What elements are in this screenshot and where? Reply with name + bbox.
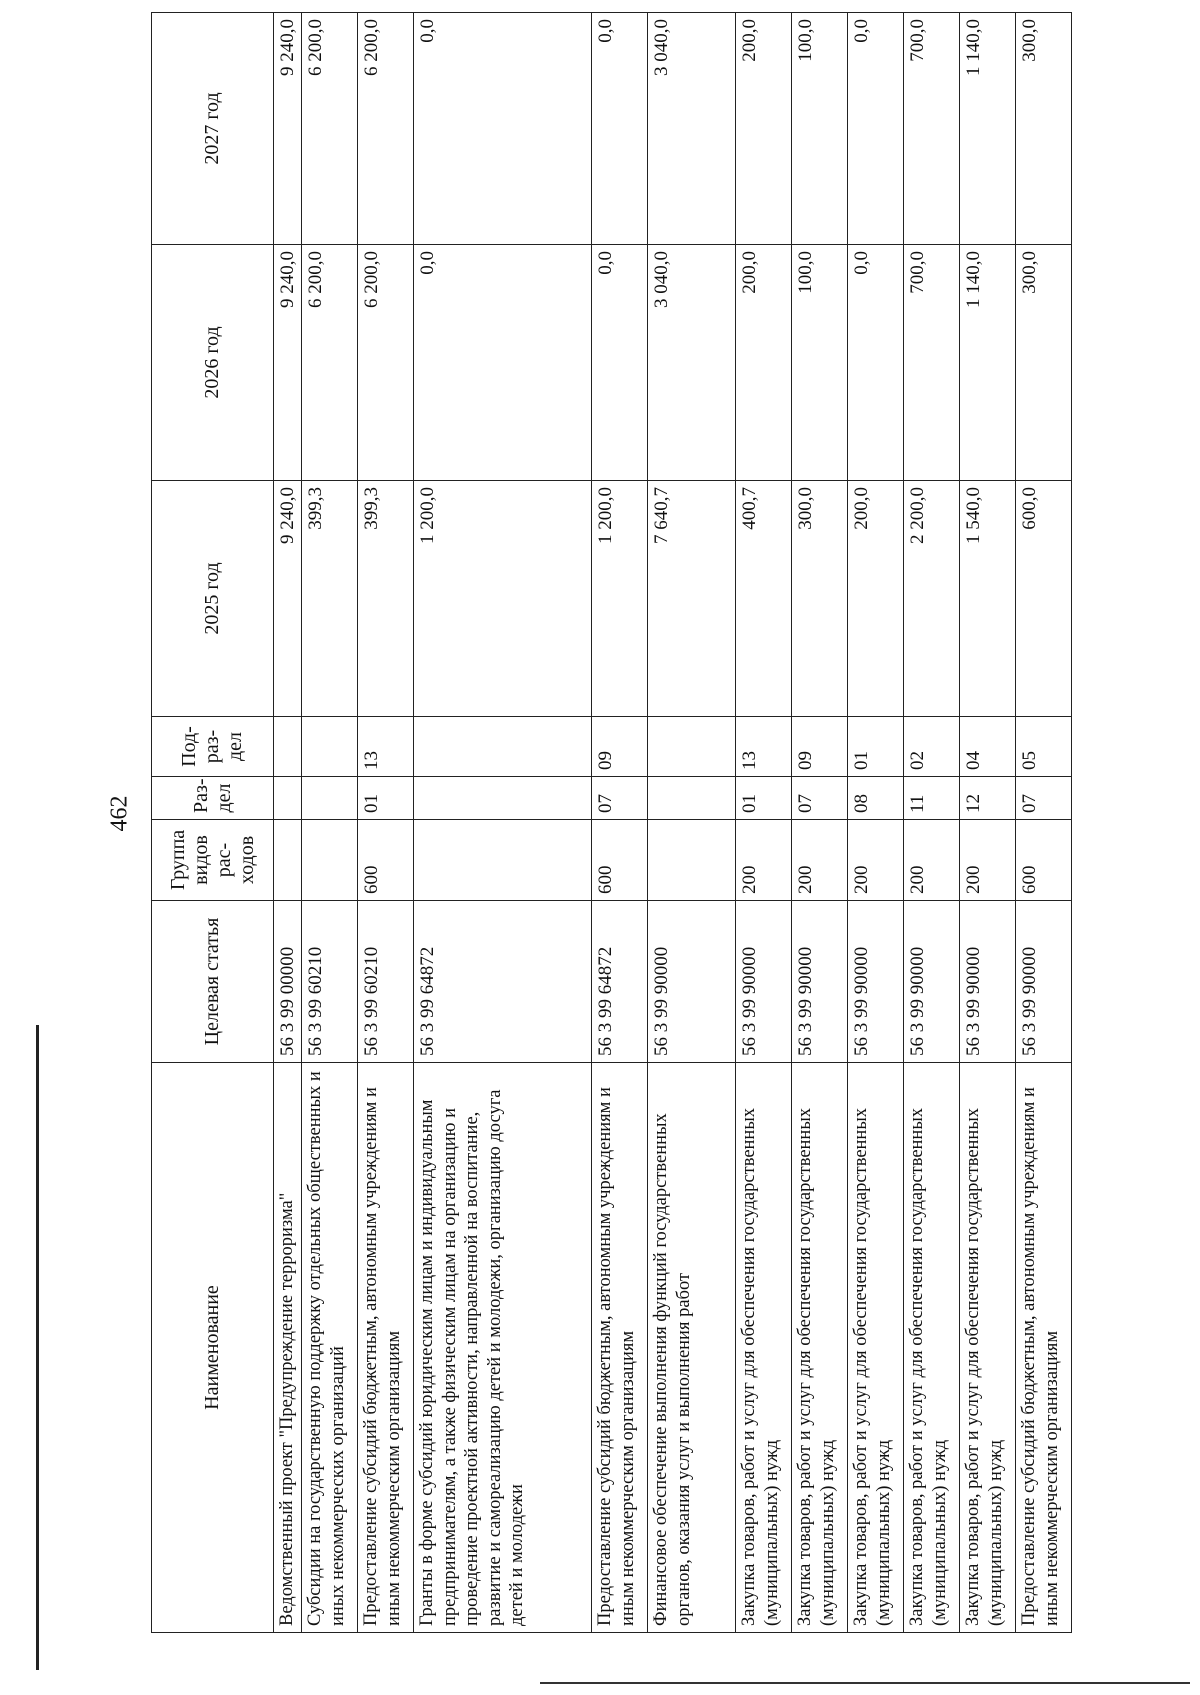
cell-group: 600 [358, 820, 414, 901]
cell-group [414, 820, 592, 901]
cell-group: 600 [592, 820, 648, 901]
cell-2027: 9 240,0 [274, 13, 302, 245]
cell-name: Субсидии на государственную поддержку отдельных общественных и иных некоммерческих организаций [302, 1063, 358, 1633]
table-row [274, 13, 302, 1633]
cell-subsection [274, 717, 302, 777]
cell-section: 07 [792, 777, 848, 820]
cell-2025: 600,0 [1016, 481, 1072, 717]
header-section: Раз-дел [152, 777, 274, 820]
cell-group [648, 820, 736, 901]
table-header-row [152, 13, 274, 1633]
cell-2026: 0,0 [848, 245, 904, 481]
cell-2027: 200,0 [736, 13, 792, 245]
table-row [904, 13, 960, 1633]
bottom-rule [540, 1682, 1190, 1684]
cell-2025: 1 200,0 [414, 481, 592, 717]
cell-group: 600 [1016, 820, 1072, 901]
cell-section: 07 [1016, 777, 1072, 820]
cell-name: Финансовое обеспечение выполнения функций государственных органов, оказания услуг и выполнения работ [648, 1063, 736, 1633]
cell-section [648, 777, 736, 820]
cell-group [274, 820, 302, 901]
cell-name: Предоставление субсидий бюджетным, автономным учреждениям и иным некоммерческим организациям [592, 1063, 648, 1633]
cell-2026: 1 140,0 [960, 245, 1016, 481]
cell-2026: 0,0 [592, 245, 648, 481]
cell-name: Предоставление субсидий бюджетным, автономным учреждениям и иным некоммерческим организациям [358, 1063, 414, 1633]
cell-subsection: 02 [904, 717, 960, 777]
table-row [302, 13, 358, 1633]
cell-2027: 0,0 [414, 13, 592, 245]
cell-2027: 100,0 [792, 13, 848, 245]
rotated-table-container [151, 13, 1062, 1633]
cell-name: Ведомственный проект "Предупреждение терроризма" [274, 1063, 302, 1633]
cell-subsection: 04 [960, 717, 1016, 777]
cell-section [274, 777, 302, 820]
cell-subsection: 05 [1016, 717, 1072, 777]
cell-2027: 300,0 [1016, 13, 1072, 245]
cell-target: 56 3 99 00000 [274, 901, 302, 1063]
cell-2025: 300,0 [792, 481, 848, 717]
cell-group: 200 [960, 820, 1016, 901]
cell-2025: 400,7 [736, 481, 792, 717]
cell-subsection: 01 [848, 717, 904, 777]
cell-subsection [414, 717, 592, 777]
cell-group: 200 [792, 820, 848, 901]
cell-subsection: 09 [592, 717, 648, 777]
cell-target: 56 3 99 90000 [848, 901, 904, 1063]
cell-target: 56 3 99 90000 [904, 901, 960, 1063]
cell-2026: 3 040,0 [648, 245, 736, 481]
header-name: Наименование [152, 1063, 274, 1633]
cell-name: Закупка товаров, работ и услуг для обеспечения государственных (муниципальных) нужд [792, 1063, 848, 1633]
budget-table [151, 12, 1072, 1633]
cell-target: 56 3 99 60210 [358, 901, 414, 1063]
page-number: 462 [106, 795, 133, 832]
cell-section [302, 777, 358, 820]
table-row [792, 13, 848, 1633]
cell-target: 56 3 99 90000 [736, 901, 792, 1063]
cell-subsection [648, 717, 736, 777]
cell-group: 200 [736, 820, 792, 901]
cell-name: Закупка товаров, работ и услуг для обеспечения государственных (муниципальных) нужд [904, 1063, 960, 1633]
header-target: Целевая статья [152, 901, 274, 1063]
cell-2027: 700,0 [904, 13, 960, 245]
header-group: Группа видов рас-ходов [152, 820, 274, 901]
cell-2026: 0,0 [414, 245, 592, 481]
cell-2026: 9 240,0 [274, 245, 302, 481]
cell-2026: 100,0 [792, 245, 848, 481]
cell-2025: 1 200,0 [592, 481, 648, 717]
cell-section: 11 [904, 777, 960, 820]
cell-2025: 200,0 [848, 481, 904, 717]
cell-target: 56 3 99 64872 [592, 901, 648, 1063]
cell-name: Гранты в форме субсидий юридическим лицам и индивидуальным предпринимателям, а также физическим лицам на организацию и проведение проектной активности, направленной на воспитание, развитие и самореализацию детей и молодежи, организацию досуга детей и молодежи [414, 1063, 592, 1633]
cell-2027: 0,0 [592, 13, 648, 245]
cell-2027: 3 040,0 [648, 13, 736, 245]
cell-2025: 2 200,0 [904, 481, 960, 717]
cell-2026: 6 200,0 [358, 245, 414, 481]
cell-2025: 1 540,0 [960, 481, 1016, 717]
header-subsection: Под-раз-дел [152, 717, 274, 777]
header-2025: 2025 год [152, 481, 274, 717]
cell-2025: 9 240,0 [274, 481, 302, 717]
cell-name: Предоставление субсидий бюджетным, автономным учреждениям и иным некоммерческим организациям [1016, 1063, 1072, 1633]
left-margin-rule [36, 1025, 39, 1670]
cell-2027: 1 140,0 [960, 13, 1016, 245]
cell-2026: 300,0 [1016, 245, 1072, 481]
cell-name: Закупка товаров, работ и услуг для обеспечения государственных (муниципальных) нужд [736, 1063, 792, 1633]
table-row [414, 13, 592, 1633]
cell-section: 01 [358, 777, 414, 820]
cell-2026: 700,0 [904, 245, 960, 481]
cell-section: 01 [736, 777, 792, 820]
header-2027: 2027 год [152, 13, 274, 245]
cell-name: Закупка товаров, работ и услуг для обеспечения государственных (муниципальных) нужд [848, 1063, 904, 1633]
cell-2025: 399,3 [358, 481, 414, 717]
table-row [648, 13, 736, 1633]
cell-target: 56 3 99 90000 [648, 901, 736, 1063]
cell-2026: 6 200,0 [302, 245, 358, 481]
cell-target: 56 3 99 90000 [960, 901, 1016, 1063]
table-row [960, 13, 1016, 1633]
cell-subsection [302, 717, 358, 777]
table-row [736, 13, 792, 1633]
cell-section [414, 777, 592, 820]
table-row [592, 13, 648, 1633]
cell-2025: 399,3 [302, 481, 358, 717]
cell-subsection: 13 [358, 717, 414, 777]
cell-subsection: 13 [736, 717, 792, 777]
cell-target: 56 3 99 64872 [414, 901, 592, 1063]
cell-2027: 6 200,0 [358, 13, 414, 245]
cell-target: 56 3 99 90000 [1016, 901, 1072, 1063]
table-row [358, 13, 414, 1633]
cell-group: 200 [904, 820, 960, 901]
cell-2025: 7 640,7 [648, 481, 736, 717]
table-row [1016, 13, 1072, 1633]
cell-target: 56 3 99 90000 [792, 901, 848, 1063]
table-row [848, 13, 904, 1633]
cell-2027: 0,0 [848, 13, 904, 245]
cell-2027: 6 200,0 [302, 13, 358, 245]
cell-group: 200 [848, 820, 904, 901]
cell-section: 07 [592, 777, 648, 820]
cell-section: 12 [960, 777, 1016, 820]
cell-subsection: 09 [792, 717, 848, 777]
cell-group [302, 820, 358, 901]
cell-2026: 200,0 [736, 245, 792, 481]
header-2026: 2026 год [152, 245, 274, 481]
cell-section: 08 [848, 777, 904, 820]
cell-name: Закупка товаров, работ и услуг для обеспечения государственных (муниципальных) нужд [960, 1063, 1016, 1633]
cell-target: 56 3 99 60210 [302, 901, 358, 1063]
